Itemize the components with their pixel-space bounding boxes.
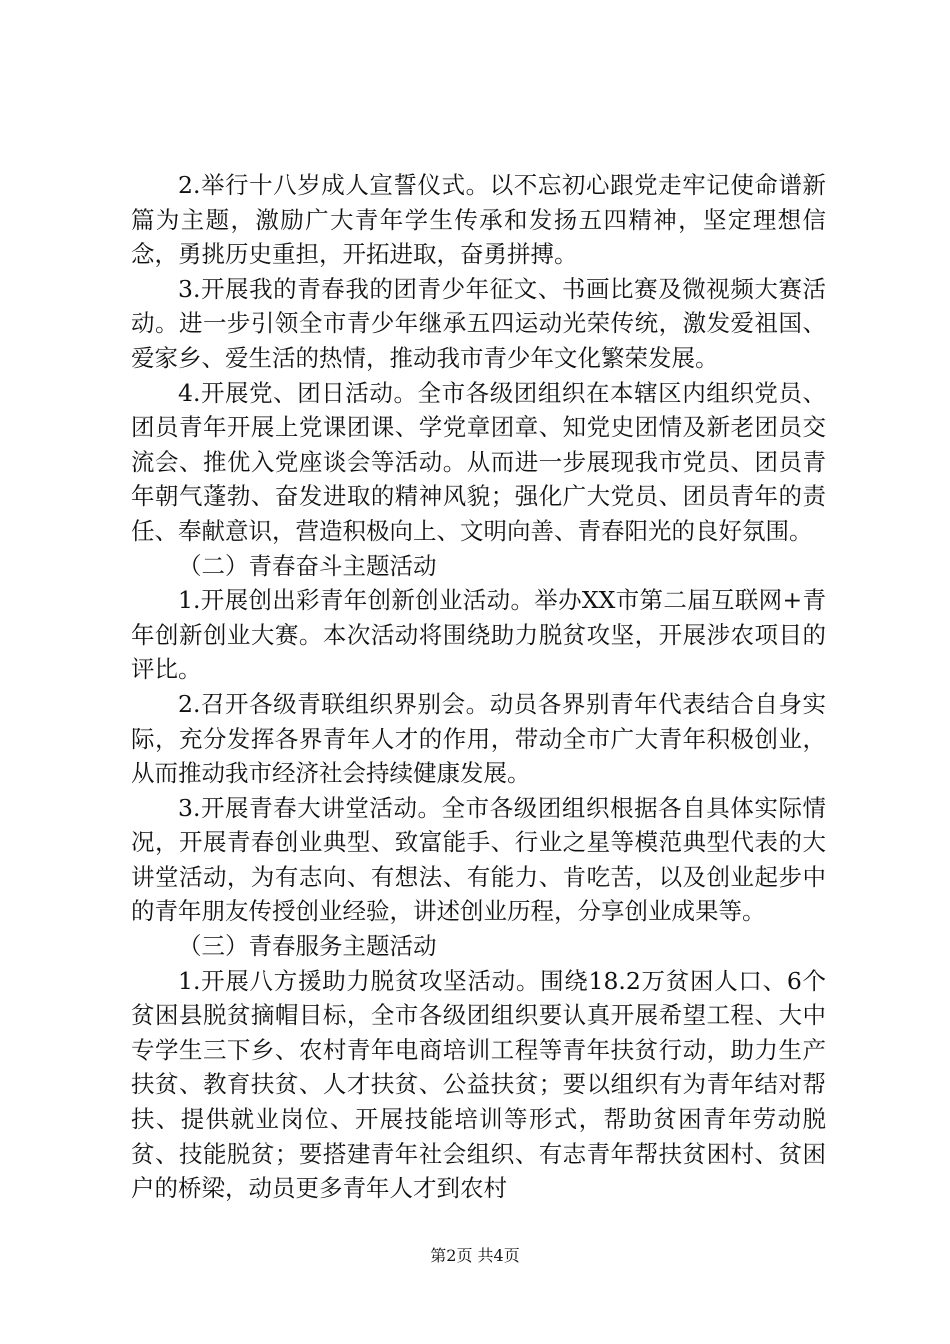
paragraph-1: 2.举行十八岁成人宣誓仪式。以不忘初心跟党走牢记使命谱新篇为主题，激励广大青年学生传承和发扬五四精神，坚定理想信念，勇挑历史重担，开拓进取，奋勇拼搏。 bbox=[131, 171, 826, 269]
page-footer: 第2页 共4页 bbox=[430, 1246, 520, 1265]
paragraph-5: 2.召开各级青联组织界别会。动员各界别青年代表结合自身实际，充分发挥各界青年人才的作用，带动全市广大青年积极创业，从而推动我市经济社会持续健康发展。 bbox=[131, 689, 826, 788]
paragraph-2: 3.开展我的青春我的团青少年征文、书画比赛及微视频大赛活动。进一步引领全市青少年继承五四运动光荣传统，激发爱祖国、爱家乡、爱生活的热情，推动我市青少年文化繁荣发展。 bbox=[131, 274, 826, 372]
section-heading-3: （三）青春服务主题活动 bbox=[178, 932, 437, 961]
document-body bbox=[131, 168, 826, 1206]
paragraph-6: 3.开展青春大讲堂活动。全市各级团组织根据各自具体实际情况，开展青春创业典型、致富能手、行业之星等模范典型代表的大讲堂活动，为有志向、有想法、有能力、肯吃苦，以及创业起步中的青年朋友传授创业经验，讲述创业历程，分享创业成果等。 bbox=[131, 793, 826, 926]
paragraph-4: 1.开展创出彩青年创新创业活动。举办XX市第二届互联网+青年创新创业大赛。本次活动将围绕助力脱贫攻坚，开展涉农项目的评比。 bbox=[131, 586, 826, 684]
paragraph-3: 4.开展党、团日活动。全市各级团组织在本辖区内组织党员、团员青年开展上党课团课、学党章团章、知党史团情及新老团员交流会、推优入党座谈会等活动。从而进一步展现我市党员、团员青年朝气蓬勃、奋发进取的精神风貌；强化广大党员、团员青年的责任、奉献意识，营造积极向上、文明向善、青春阳光的良好氛围。 bbox=[131, 378, 826, 545]
section-heading-2: （二）青春奋斗主题活动 bbox=[178, 551, 437, 580]
paragraph-7: 1.开展八方援助力脱贫攻坚活动。围绕18.2万贫困人口、6个贫困县脱贫摘帽目标，全市各级团组织要认真开展希望工程、大中专学生三下乡、农村青年电商培训工程等青年扶贫行动，助力生产扶贫、教育扶贫、人才扶贫、公益扶贫；要以组织有为青年结对帮扶、提供就业岗位、开展技能培训等形式，帮助贫困青年劳动脱贫、技能脱贫；要搭建青年社会组织、有志青年帮扶贫困村、贫困户的桥梁，动员更多青年人才到农村 bbox=[131, 966, 826, 1203]
